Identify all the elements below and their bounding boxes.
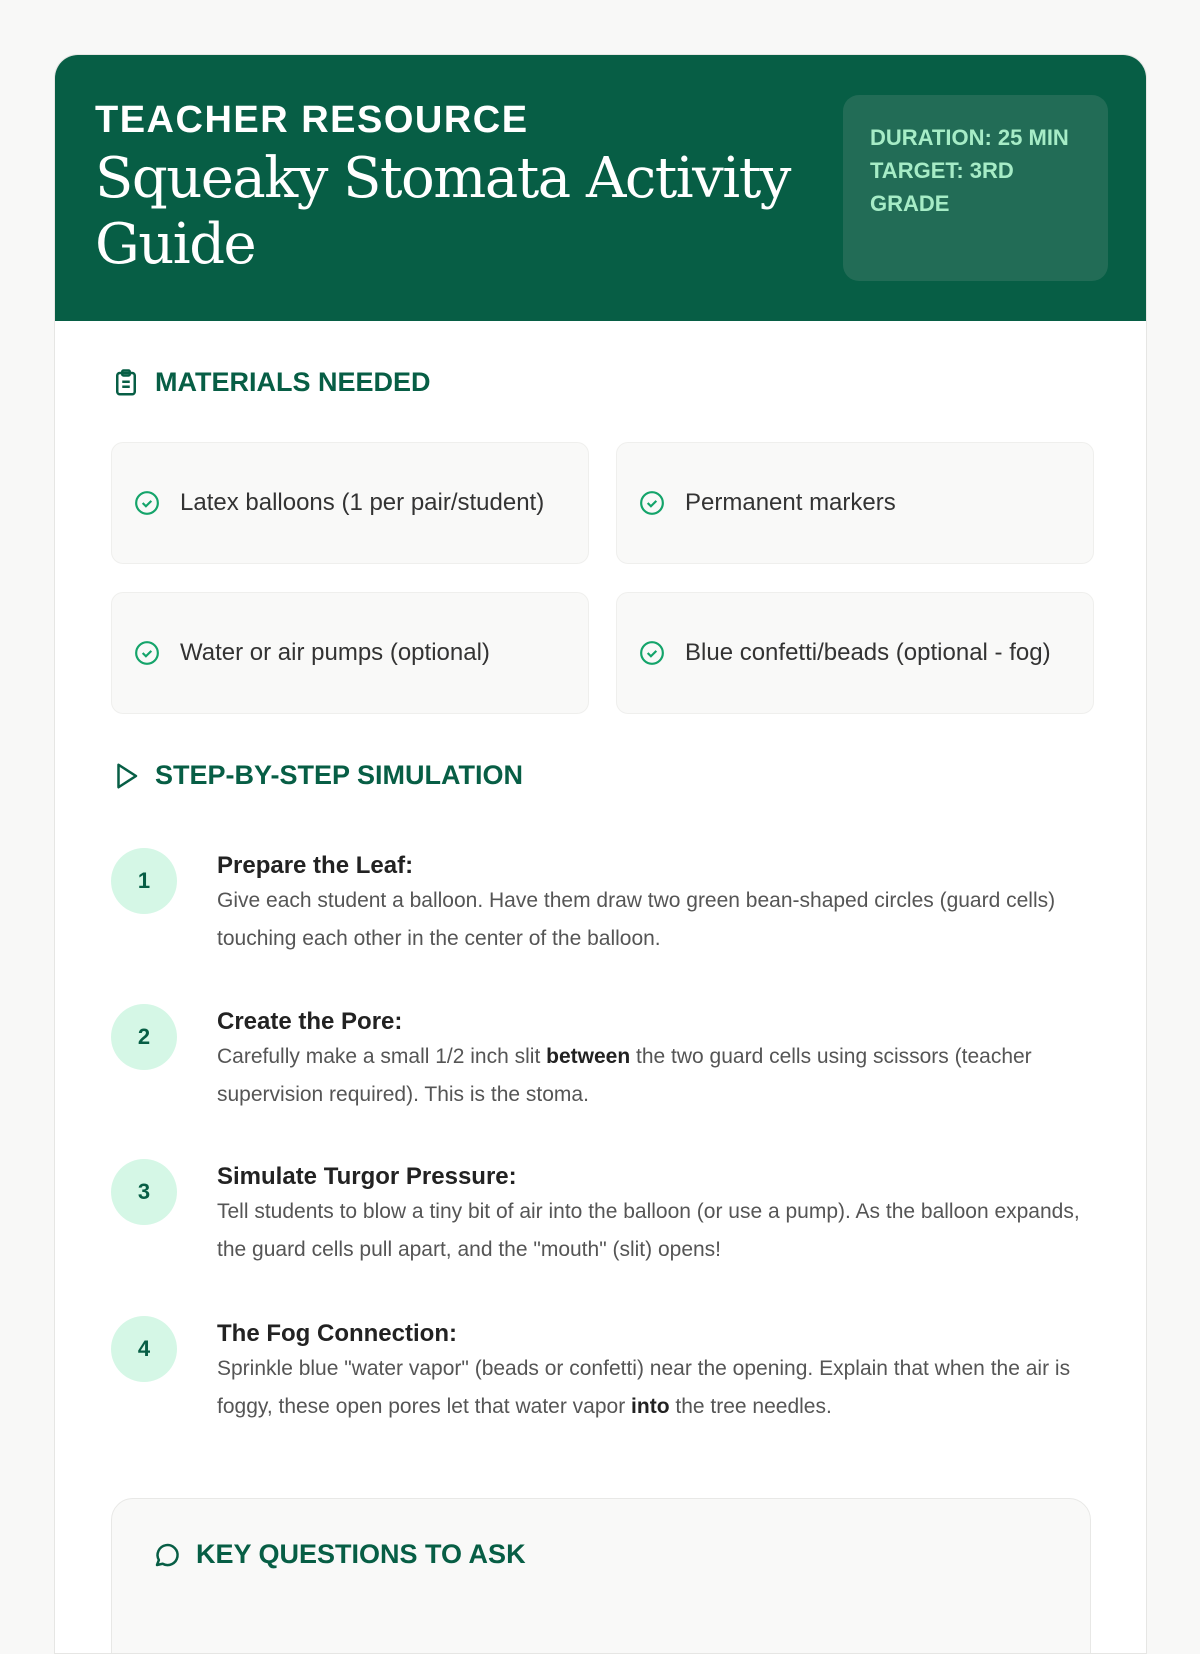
target-grade: TARGET: 3RD GRADE [870,158,1014,216]
page-title: Squeaky Stomata Activity Guide [95,146,790,277]
speech-bubble-icon [152,1540,182,1570]
key-questions-panel [111,1498,1091,1654]
duration: DURATION: 25 MIN [870,125,1069,150]
activity-guide-card [54,54,1147,1654]
section-title: KEY QUESTIONS TO ASK [196,1539,526,1569]
step-description: Sprinkle blue "water vapor" (beads or confetti) near the opening. Explain that when the air is foggy, these open pores let that water vapor into the tree needles. [217,1357,1071,1418]
step-title: Create the Pore: [217,1008,403,1035]
material-item [616,592,1094,714]
play-icon [111,761,141,791]
material-label: Blue confetti/beads (optional - fog) [685,639,1051,666]
material-item [111,592,589,714]
steps-heading [111,760,523,791]
check-circle-icon [134,640,160,666]
section-title: MATERIALS NEEDED [155,367,431,397]
step-description: Give each student a balloon. Have them draw two green bean-shaped circles (guard cells) touching each other in the center of the balloon. [217,889,1056,950]
step-item [111,1316,1091,1426]
step-title: Simulate Turgor Pressure: [217,1163,517,1190]
eyebrow: TEACHER RESOURCE [95,99,529,141]
questions-heading [152,1539,526,1570]
material-item [111,442,589,564]
materials-heading [111,367,431,398]
material-label: Water or air pumps (optional) [180,639,490,666]
material-item [616,442,1094,564]
step-item [111,1159,1091,1269]
material-label: Latex balloons (1 per pair/student) [180,489,545,516]
material-label: Permanent markers [685,489,896,516]
check-circle-icon [639,640,665,666]
step-item [111,848,1091,958]
step-description: Tell students to blow a tiny bit of air into the balloon (or use a pump). As the balloon expands, the guard cells pull apart, and the "mouth" (slit) opens! [217,1200,1080,1261]
step-number: 3 [111,1159,177,1225]
step-title: Prepare the Leaf: [217,852,414,879]
step-number: 4 [111,1316,177,1382]
section-title: STEP-BY-STEP SIMULATION [155,760,524,790]
step-title: The Fog Connection: [217,1320,457,1347]
step-description: Carefully make a small 1/2 inch slit between the two guard cells using scissors (teacher supervision required). This is the stoma. [217,1045,1032,1106]
step-number: 2 [111,1004,177,1070]
step-number: 1 [111,848,177,914]
check-circle-icon [134,490,160,516]
check-circle-icon [639,490,665,516]
step-item [111,1004,1091,1114]
header [55,55,1146,321]
info-badge [843,95,1108,281]
clipboard-icon [111,368,141,398]
